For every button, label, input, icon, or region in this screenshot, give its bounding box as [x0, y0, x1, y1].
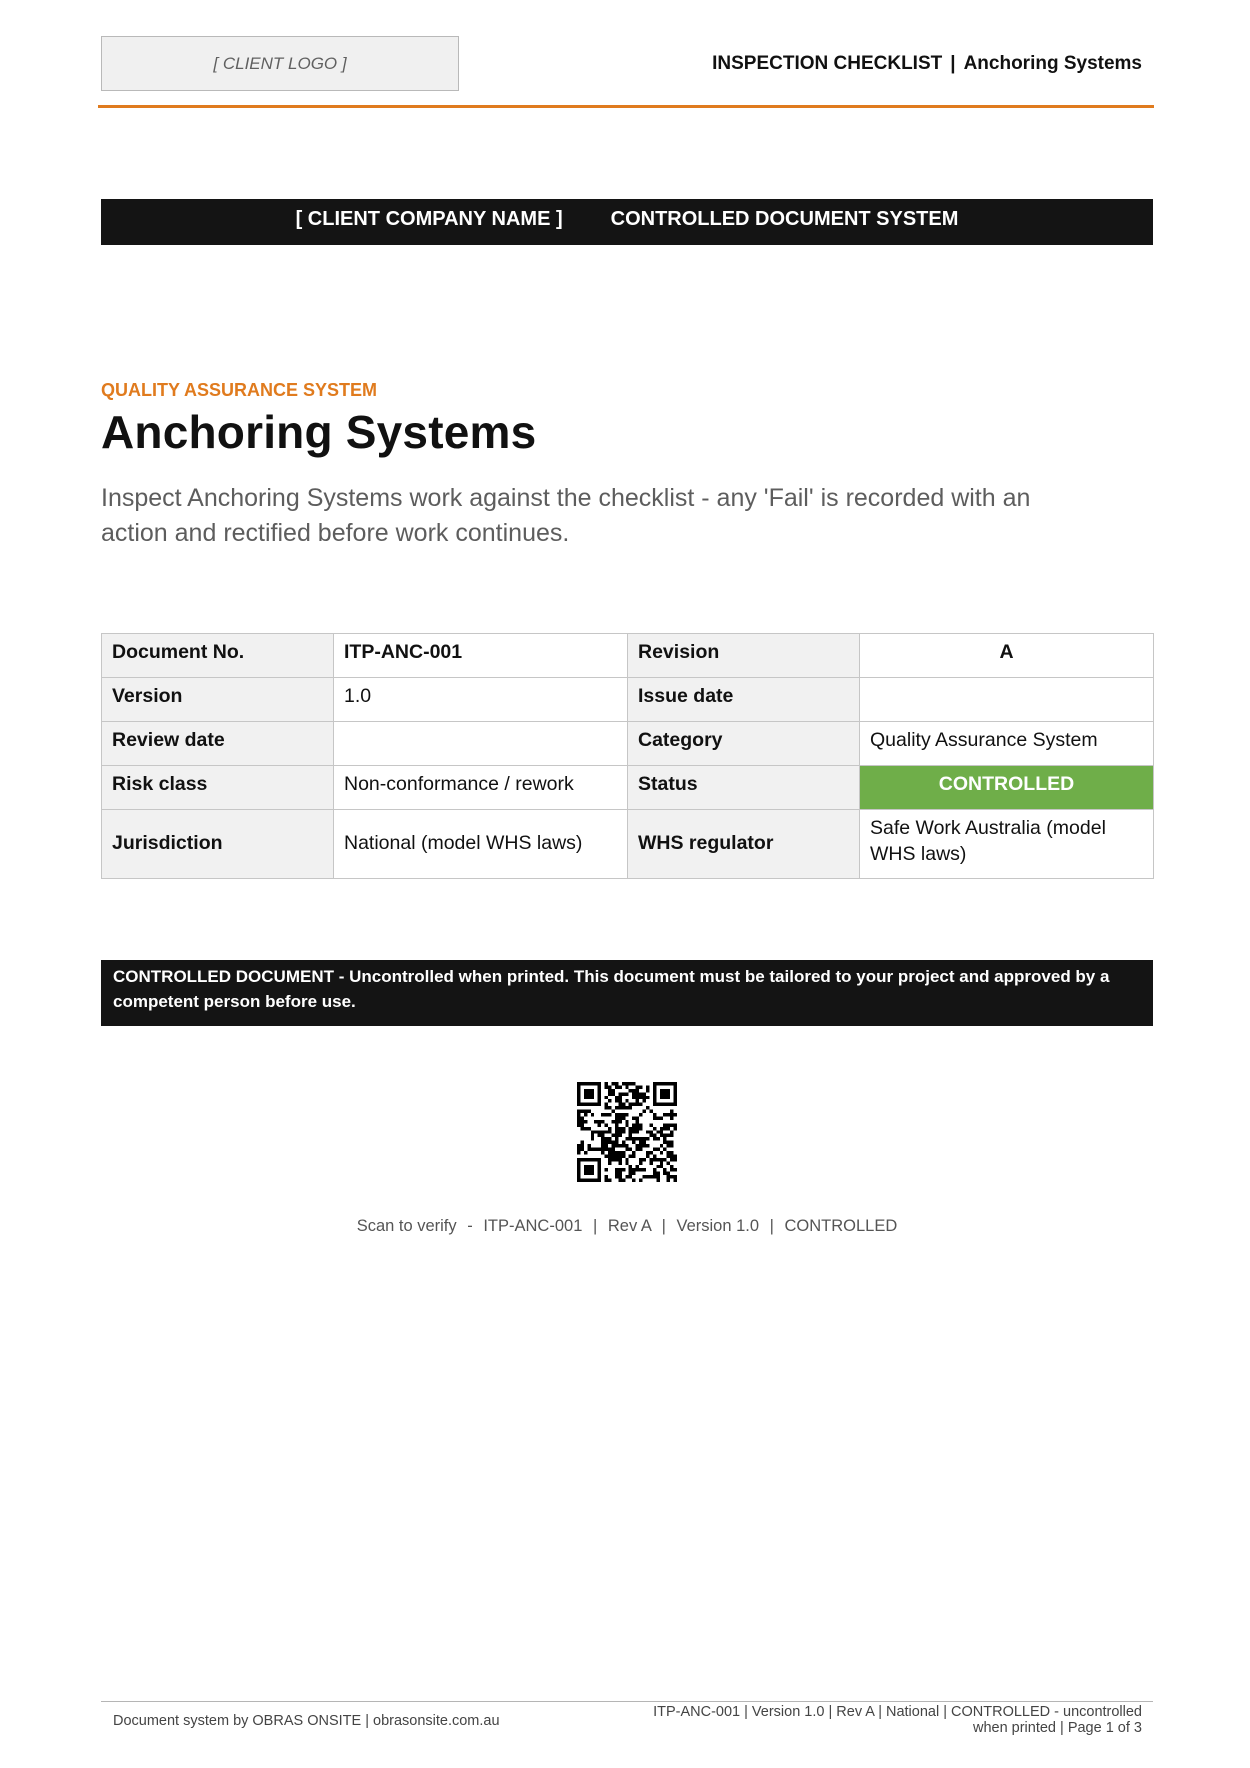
label-version: Version — [102, 678, 334, 722]
value-category: Quality Assurance System — [860, 722, 1154, 766]
value-risk-class: Non-conformance / rework — [334, 766, 628, 810]
document-metadata-table — [101, 633, 1154, 879]
section-kicker: QUALITY ASSURANCE SYSTEM — [101, 380, 378, 400]
value-issue-date — [860, 678, 1154, 722]
lead-paragraph: Inspect Anchoring Systems work against the checklist - any 'Fail' is recorded with an action and rectified before work continues. — [101, 484, 1031, 547]
verify-status: CONTROLLED — [784, 1217, 898, 1235]
notice-text: - Uncontrolled when printed. This document must be tailored to your project and approved by a competent person before use. — [113, 967, 1110, 1011]
table-row — [102, 722, 1154, 766]
label-revision: Revision — [628, 634, 860, 678]
status-badge: CONTROLLED — [860, 766, 1154, 810]
footer-info-line-1: ITP-ANC-001 | Version 1.0 | Rev A | National | CONTROLLED - uncontrolled — [653, 1704, 1142, 1720]
controlled-document-notice — [101, 960, 1153, 1026]
verify-doc-no: ITP-ANC-001 — [483, 1217, 583, 1235]
banner-company: [ CLIENT COMPANY NAME ] — [295, 207, 563, 230]
value-version: 1.0 — [334, 678, 628, 722]
label-category: Category — [628, 722, 860, 766]
verify-version: Version 1.0 — [676, 1217, 760, 1235]
value-document-no: ITP-ANC-001 — [334, 634, 628, 678]
page-title: Anchoring Systems — [101, 406, 537, 458]
verify-line — [0, 1217, 1250, 1236]
header-doc-type: INSPECTION CHECKLIST — [712, 53, 943, 74]
footer-credit: Document system by OBRAS ONSITE | obrasonsite.com.au — [113, 1713, 500, 1729]
verify-rev: Rev A — [607, 1217, 651, 1235]
label-whs-regulator: WHS regulator — [628, 810, 860, 879]
client-logo-placeholder: [ CLIENT LOGO ] — [101, 36, 459, 91]
verify-label: Scan to verify — [356, 1217, 457, 1235]
company-banner — [101, 199, 1153, 245]
header-rule — [98, 105, 1154, 108]
footer-rule — [101, 1701, 1153, 1702]
value-whs-regulator: Safe Work Australia (model WHS laws) — [860, 810, 1154, 879]
label-review-date: Review date — [102, 722, 334, 766]
value-revision: A — [860, 634, 1154, 678]
header-doc-subject: Anchoring Systems — [963, 53, 1142, 74]
label-document-no: Document No. — [102, 634, 334, 678]
header-title — [712, 53, 1142, 75]
value-review-date — [334, 722, 628, 766]
value-jurisdiction: National (model WHS laws) — [334, 810, 628, 879]
footer-document-info — [582, 1704, 1142, 1736]
label-jurisdiction: Jurisdiction — [102, 810, 334, 879]
verify-separator: | — [769, 1217, 774, 1235]
label-issue-date: Issue date — [628, 678, 860, 722]
table-row — [102, 766, 1154, 810]
verify-separator: | — [592, 1217, 598, 1235]
label-risk-class: Risk class — [102, 766, 334, 810]
table-row — [102, 678, 1154, 722]
notice-lead: CONTROLLED DOCUMENT — [113, 967, 334, 986]
table-row — [102, 810, 1154, 879]
table-row — [102, 634, 1154, 678]
label-status: Status — [628, 766, 860, 810]
banner-system: CONTROLLED DOCUMENT SYSTEM — [610, 207, 959, 230]
verify-separator: | — [661, 1217, 666, 1235]
header-separator: | — [950, 53, 956, 74]
qr-code-icon — [577, 1082, 677, 1182]
verify-dash: - — [467, 1217, 473, 1235]
footer-info-line-2: when printed | Page 1 of 3 — [972, 1720, 1142, 1736]
